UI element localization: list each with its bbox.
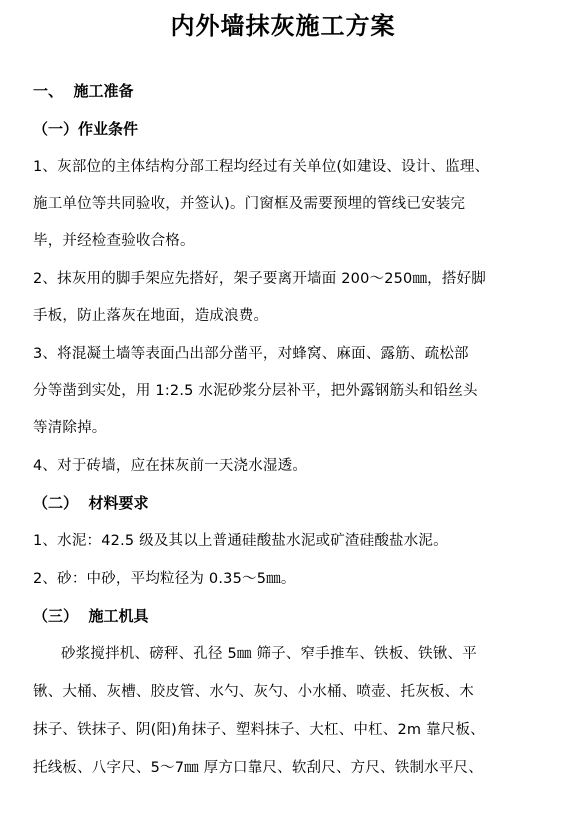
document-title: 内外墙抹灰施工方案 bbox=[170, 11, 396, 40]
paragraph-line: 施工单位等共同验收，并签认)。门窗框及需要预埋的管线已安装完 bbox=[33, 196, 466, 212]
paragraph-line: 分等凿到实处，用 1:2.5 水泥砂浆分层补平，把外露钢筋头和铅丝头 bbox=[33, 383, 478, 399]
paragraph-line: 锹、大桶、灰槽、胶皮管、水勺、灰勺、小水桶、喷壶、托灰板、木 bbox=[33, 684, 474, 700]
paragraph-line: 等清除掉。 bbox=[33, 420, 107, 436]
paragraph-line: 1、灰部位的主体结构分部工程均经过有关单位(如建设、设计、监理、 bbox=[33, 159, 490, 175]
section-heading-preparation: 一、 施工准备 bbox=[33, 82, 134, 100]
paragraph-line: 1、水泥：42.5 级及其以上普通硅酸盐水泥或矿渣硅酸盐水泥。 bbox=[33, 533, 448, 549]
paragraph-line: 砂浆搅拌机、磅秤、孔径 5㎜ 筛子、窄手推车、铁板、铁锹、平 bbox=[61, 646, 477, 662]
subsection-heading-tools: （三） 施工机具 bbox=[33, 607, 149, 625]
subsection-heading-materials: （二） 材料要求 bbox=[33, 494, 149, 512]
paragraph-line: 2、抹灰用的脚手架应先搭好，架子要离开墙面 200～250㎜，搭好脚 bbox=[33, 271, 486, 287]
subsection-heading-conditions: （一）作业条件 bbox=[33, 120, 139, 138]
paragraph-line: 抹子、铁抹子、阴(阳)角抹子、塑料抹子、大杠、中杠、2m 靠尺板、 bbox=[33, 722, 485, 738]
paragraph-line: 3、将混凝土墙等表面凸出部分凿平，对蜂窝、麻面、露筋、疏松部 bbox=[33, 346, 469, 362]
paragraph-line: 2、砂：中砂，平均粒径为 0.35～5㎜。 bbox=[33, 571, 296, 587]
paragraph-line: 托线板、八字尺、5～7㎜ 厚方口靠尺、软刮尺、方尺、铁制水平尺、 bbox=[33, 760, 483, 776]
paragraph-line: 手板，防止落灰在地面，造成浪费。 bbox=[33, 308, 269, 324]
paragraph-line: 毕，并经检查验收合格。 bbox=[33, 233, 195, 249]
paragraph-line: 4、对于砖墙，应在抹灰前一天浇水湿透。 bbox=[33, 458, 308, 474]
